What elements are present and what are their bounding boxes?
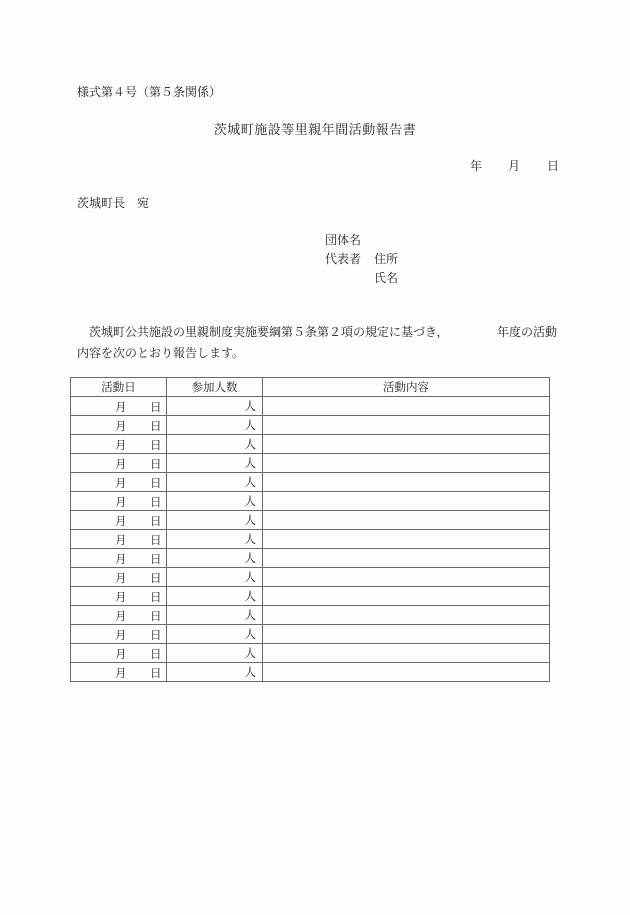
month-label: 月 [115, 571, 127, 585]
table-row [71, 473, 550, 492]
month-label: 月 [115, 495, 127, 509]
table-row [71, 549, 550, 568]
table-row [71, 644, 550, 663]
table-row [71, 435, 550, 454]
activity-date-cell[interactable] [71, 530, 167, 549]
month-label: 月 [115, 419, 127, 433]
participants-cell[interactable]: 人 [167, 435, 263, 454]
participants-cell[interactable]: 人 [167, 492, 263, 511]
activity-date-cell[interactable] [71, 492, 167, 511]
table-row [71, 568, 550, 587]
date-day-label: 日 [547, 159, 560, 173]
activity-date-cell[interactable] [71, 454, 167, 473]
activity-content-cell[interactable] [263, 435, 550, 454]
month-label: 月 [115, 666, 127, 680]
activity-content-cell[interactable] [263, 644, 550, 663]
header-activity-content: 活動内容 [263, 378, 550, 397]
day-label: 日 [150, 628, 162, 642]
participants-cell[interactable]: 人 [167, 625, 263, 644]
activity-content-cell[interactable] [263, 663, 550, 682]
month-label: 月 [115, 400, 127, 414]
activity-date-cell[interactable] [71, 435, 167, 454]
month-label: 月 [115, 533, 127, 547]
day-label: 日 [150, 590, 162, 604]
table-row [71, 530, 550, 549]
activity-date-cell[interactable] [71, 549, 167, 568]
applicant-block [325, 231, 398, 288]
participants-cell[interactable]: 人 [167, 530, 263, 549]
day-label: 日 [150, 666, 162, 680]
activity-content-cell[interactable] [263, 530, 550, 549]
activity-content-cell[interactable] [263, 511, 550, 530]
day-label: 日 [150, 609, 162, 623]
participants-cell[interactable]: 人 [167, 416, 263, 435]
participants-cell[interactable]: 人 [167, 663, 263, 682]
day-label: 日 [150, 647, 162, 661]
date-year-label: 年 [470, 159, 483, 173]
activity-content-cell[interactable] [263, 549, 550, 568]
activity-date-cell[interactable] [71, 416, 167, 435]
activity-table [70, 377, 550, 682]
day-label: 日 [150, 514, 162, 528]
activity-date-cell[interactable] [71, 606, 167, 625]
header-activity-date: 活動日 [71, 378, 167, 397]
activity-content-cell[interactable] [263, 625, 550, 644]
table-row [71, 606, 550, 625]
table-row [71, 663, 550, 682]
name-label: 氏名 [374, 271, 399, 285]
day-label: 日 [150, 400, 162, 414]
participants-cell[interactable]: 人 [167, 568, 263, 587]
activity-date-cell[interactable] [71, 397, 167, 416]
day-label: 日 [150, 476, 162, 490]
participants-cell[interactable]: 人 [167, 397, 263, 416]
addressee: 茨城町長 宛 [77, 196, 150, 210]
activity-content-cell[interactable] [263, 454, 550, 473]
participants-cell[interactable]: 人 [167, 606, 263, 625]
activity-content-cell[interactable] [263, 416, 550, 435]
table-row [71, 397, 550, 416]
activity-date-cell[interactable] [71, 663, 167, 682]
day-label: 日 [150, 457, 162, 471]
activity-content-cell[interactable] [263, 606, 550, 625]
activity-content-cell[interactable] [263, 568, 550, 587]
table-row [71, 511, 550, 530]
month-label: 月 [115, 457, 127, 471]
date-month-label: 月 [508, 159, 521, 173]
day-label: 日 [150, 552, 162, 566]
month-label: 月 [115, 609, 127, 623]
month-label: 月 [115, 647, 127, 661]
participants-cell[interactable]: 人 [167, 454, 263, 473]
month-label: 月 [115, 628, 127, 642]
report-date [470, 157, 559, 174]
header-participants: 参加人数 [167, 378, 263, 397]
body-line1-left: 茨城町公共施設の里親制度実施要綱第５条第２項の規定に基づき， [89, 325, 449, 339]
activity-content-cell[interactable] [263, 397, 550, 416]
table-row [71, 625, 550, 644]
table-row [71, 454, 550, 473]
activity-content-cell[interactable] [263, 473, 550, 492]
month-label: 月 [115, 476, 127, 490]
activity-date-cell[interactable] [71, 568, 167, 587]
participants-cell[interactable]: 人 [167, 511, 263, 530]
activity-date-cell[interactable] [71, 587, 167, 606]
participants-cell[interactable]: 人 [167, 644, 263, 663]
day-label: 日 [150, 533, 162, 547]
participants-cell[interactable]: 人 [167, 473, 263, 492]
day-label: 日 [150, 438, 162, 452]
activity-content-cell[interactable] [263, 492, 550, 511]
activity-date-cell[interactable] [71, 644, 167, 663]
body-line2: 内容を次のとおり報告します。 [77, 346, 245, 360]
month-label: 月 [115, 552, 127, 566]
day-label: 日 [150, 571, 162, 585]
participants-cell[interactable]: 人 [167, 549, 263, 568]
group-name-label: 団体名 [325, 233, 362, 247]
address-label: 住所 [374, 252, 399, 266]
document-title: 茨城町施設等里親年間活動報告書 [213, 123, 417, 138]
table-header-row [71, 378, 550, 397]
participants-cell[interactable]: 人 [167, 587, 263, 606]
activity-content-cell[interactable] [263, 587, 550, 606]
month-label: 月 [115, 438, 127, 452]
activity-date-cell[interactable] [71, 473, 167, 492]
table-row [71, 492, 550, 511]
activity-date-cell[interactable] [71, 625, 167, 644]
day-label: 日 [150, 419, 162, 433]
month-label: 月 [115, 514, 127, 528]
table-row [71, 416, 550, 435]
body-paragraph [77, 322, 557, 364]
body-line1-right: 年度の活動 [496, 325, 557, 339]
table-row [71, 587, 550, 606]
form-number: 様式第４号（第５条関係） [77, 85, 222, 99]
representative-label: 代表者 [325, 252, 362, 266]
activity-date-cell[interactable] [71, 511, 167, 530]
day-label: 日 [150, 495, 162, 509]
month-label: 月 [115, 590, 127, 604]
